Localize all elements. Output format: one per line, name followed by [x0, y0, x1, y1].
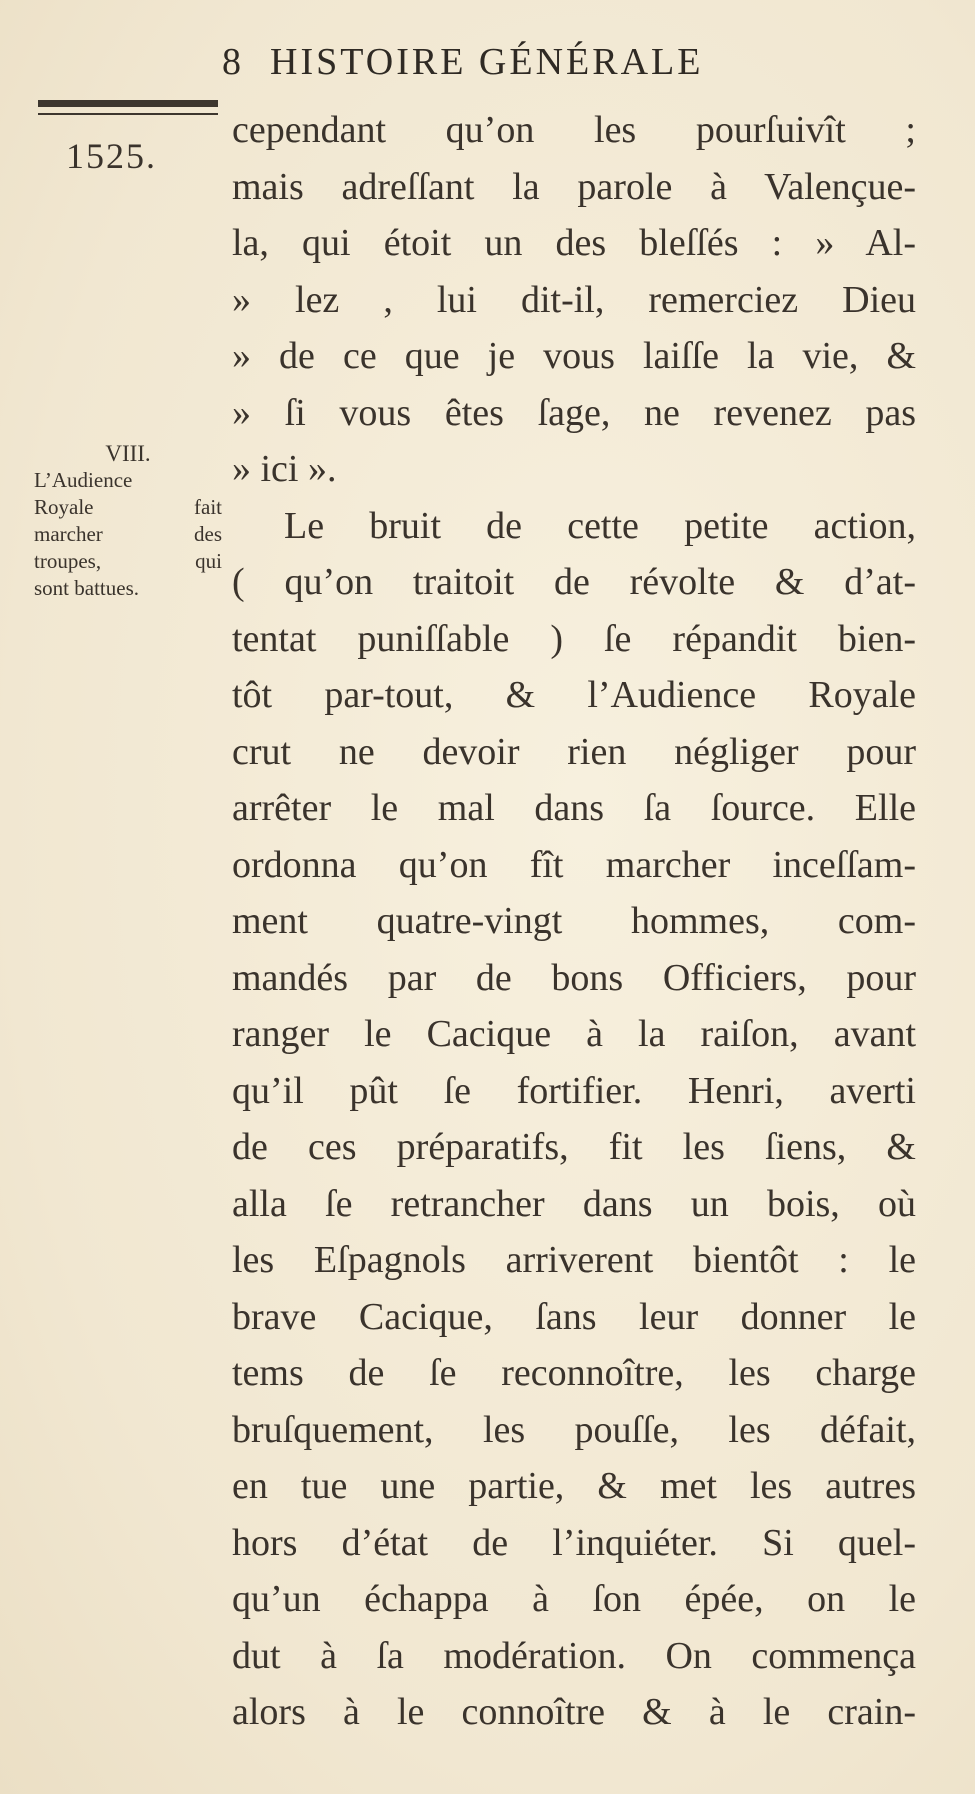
- text-line: ranger le Cacique à la raiſon, avant: [232, 1013, 916, 1055]
- text-line: ordonna qu’on fît marcher inceſſam-: [232, 843, 916, 886]
- margin-note-number: VIII.: [105, 441, 151, 466]
- margin-note-line: troupes, qui: [34, 549, 222, 573]
- text-line: brave Cacique, ſans leur donner le: [232, 1295, 916, 1338]
- text-line: Le bruit de cette petite action,: [284, 504, 916, 547]
- text-line: » de ce que je vous laiſſe la vie, &: [232, 335, 916, 377]
- text-line: alla ſe retrancher dans un bois, où: [232, 1182, 916, 1225]
- margin-note-line: sont battues.: [34, 576, 139, 600]
- header-thin-rule: [38, 113, 218, 115]
- text-line: ment quatre-vingt hommes, com-: [232, 900, 916, 942]
- body-text: [232, 102, 916, 1741]
- text-line: mais adreſſant la parole à Valençue-: [232, 165, 916, 208]
- text-line: alors à le connoître & à le crain-: [232, 1691, 916, 1733]
- margin-note: [34, 440, 222, 602]
- text-line: bruſquement, les pouſſe, les défait,: [232, 1408, 916, 1451]
- header-ornament-rule: [38, 100, 218, 107]
- text-line: cependant qu’on les pourſuivît ;: [232, 109, 916, 151]
- text-line: dut à ſa modération. On commença: [232, 1634, 916, 1677]
- text-line: ( qu’on traitoit de révolte & d’at-: [232, 561, 916, 603]
- margin-year: 1525.: [66, 136, 157, 176]
- text-line: qu’un échappa à ſon épée, on le: [232, 1578, 916, 1620]
- text-line: mandés par de bons Officiers, pour: [232, 956, 916, 999]
- text-line: la, qui étoit un des bleſſés : » Al-: [232, 222, 916, 264]
- text-line: » lez , lui dit-il, remerciez Dieu: [232, 278, 916, 321]
- text-line: arrêter le mal dans ſa ſource. Elle: [232, 787, 916, 829]
- text-line: hors d’état de l’inquiéter. Si quel-: [232, 1521, 916, 1564]
- text-line: » ici ».: [232, 448, 337, 490]
- page-number: 8: [222, 41, 244, 83]
- text-line: tentat puniſſable ) ſe répandit bien-: [232, 617, 916, 660]
- margin-note-line: L’Audience: [34, 468, 133, 492]
- margin-note-line: Royale fait: [34, 495, 222, 519]
- text-line: tems de ſe reconnoître, les charge: [232, 1352, 916, 1394]
- text-line: en tue une partie, & met les autres: [232, 1465, 916, 1507]
- running-header: [222, 40, 703, 84]
- running-title: HISTOIRE GÉNÉRALE: [270, 41, 704, 83]
- margin-note-line: marcher des: [34, 522, 222, 546]
- text-line: tôt par-tout, & l’Audience Royale: [232, 674, 916, 716]
- text-line: qu’il pût ſe fortifier. Henri, averti: [232, 1069, 916, 1112]
- text-line: les Eſpagnols arriverent bientôt : le: [232, 1239, 916, 1281]
- text-line: crut ne devoir rien négliger pour: [232, 730, 916, 773]
- text-line: » ſi vous êtes ſage, ne revenez pas: [232, 391, 916, 434]
- text-line: de ces préparatifs, fit les ſiens, &: [232, 1126, 916, 1168]
